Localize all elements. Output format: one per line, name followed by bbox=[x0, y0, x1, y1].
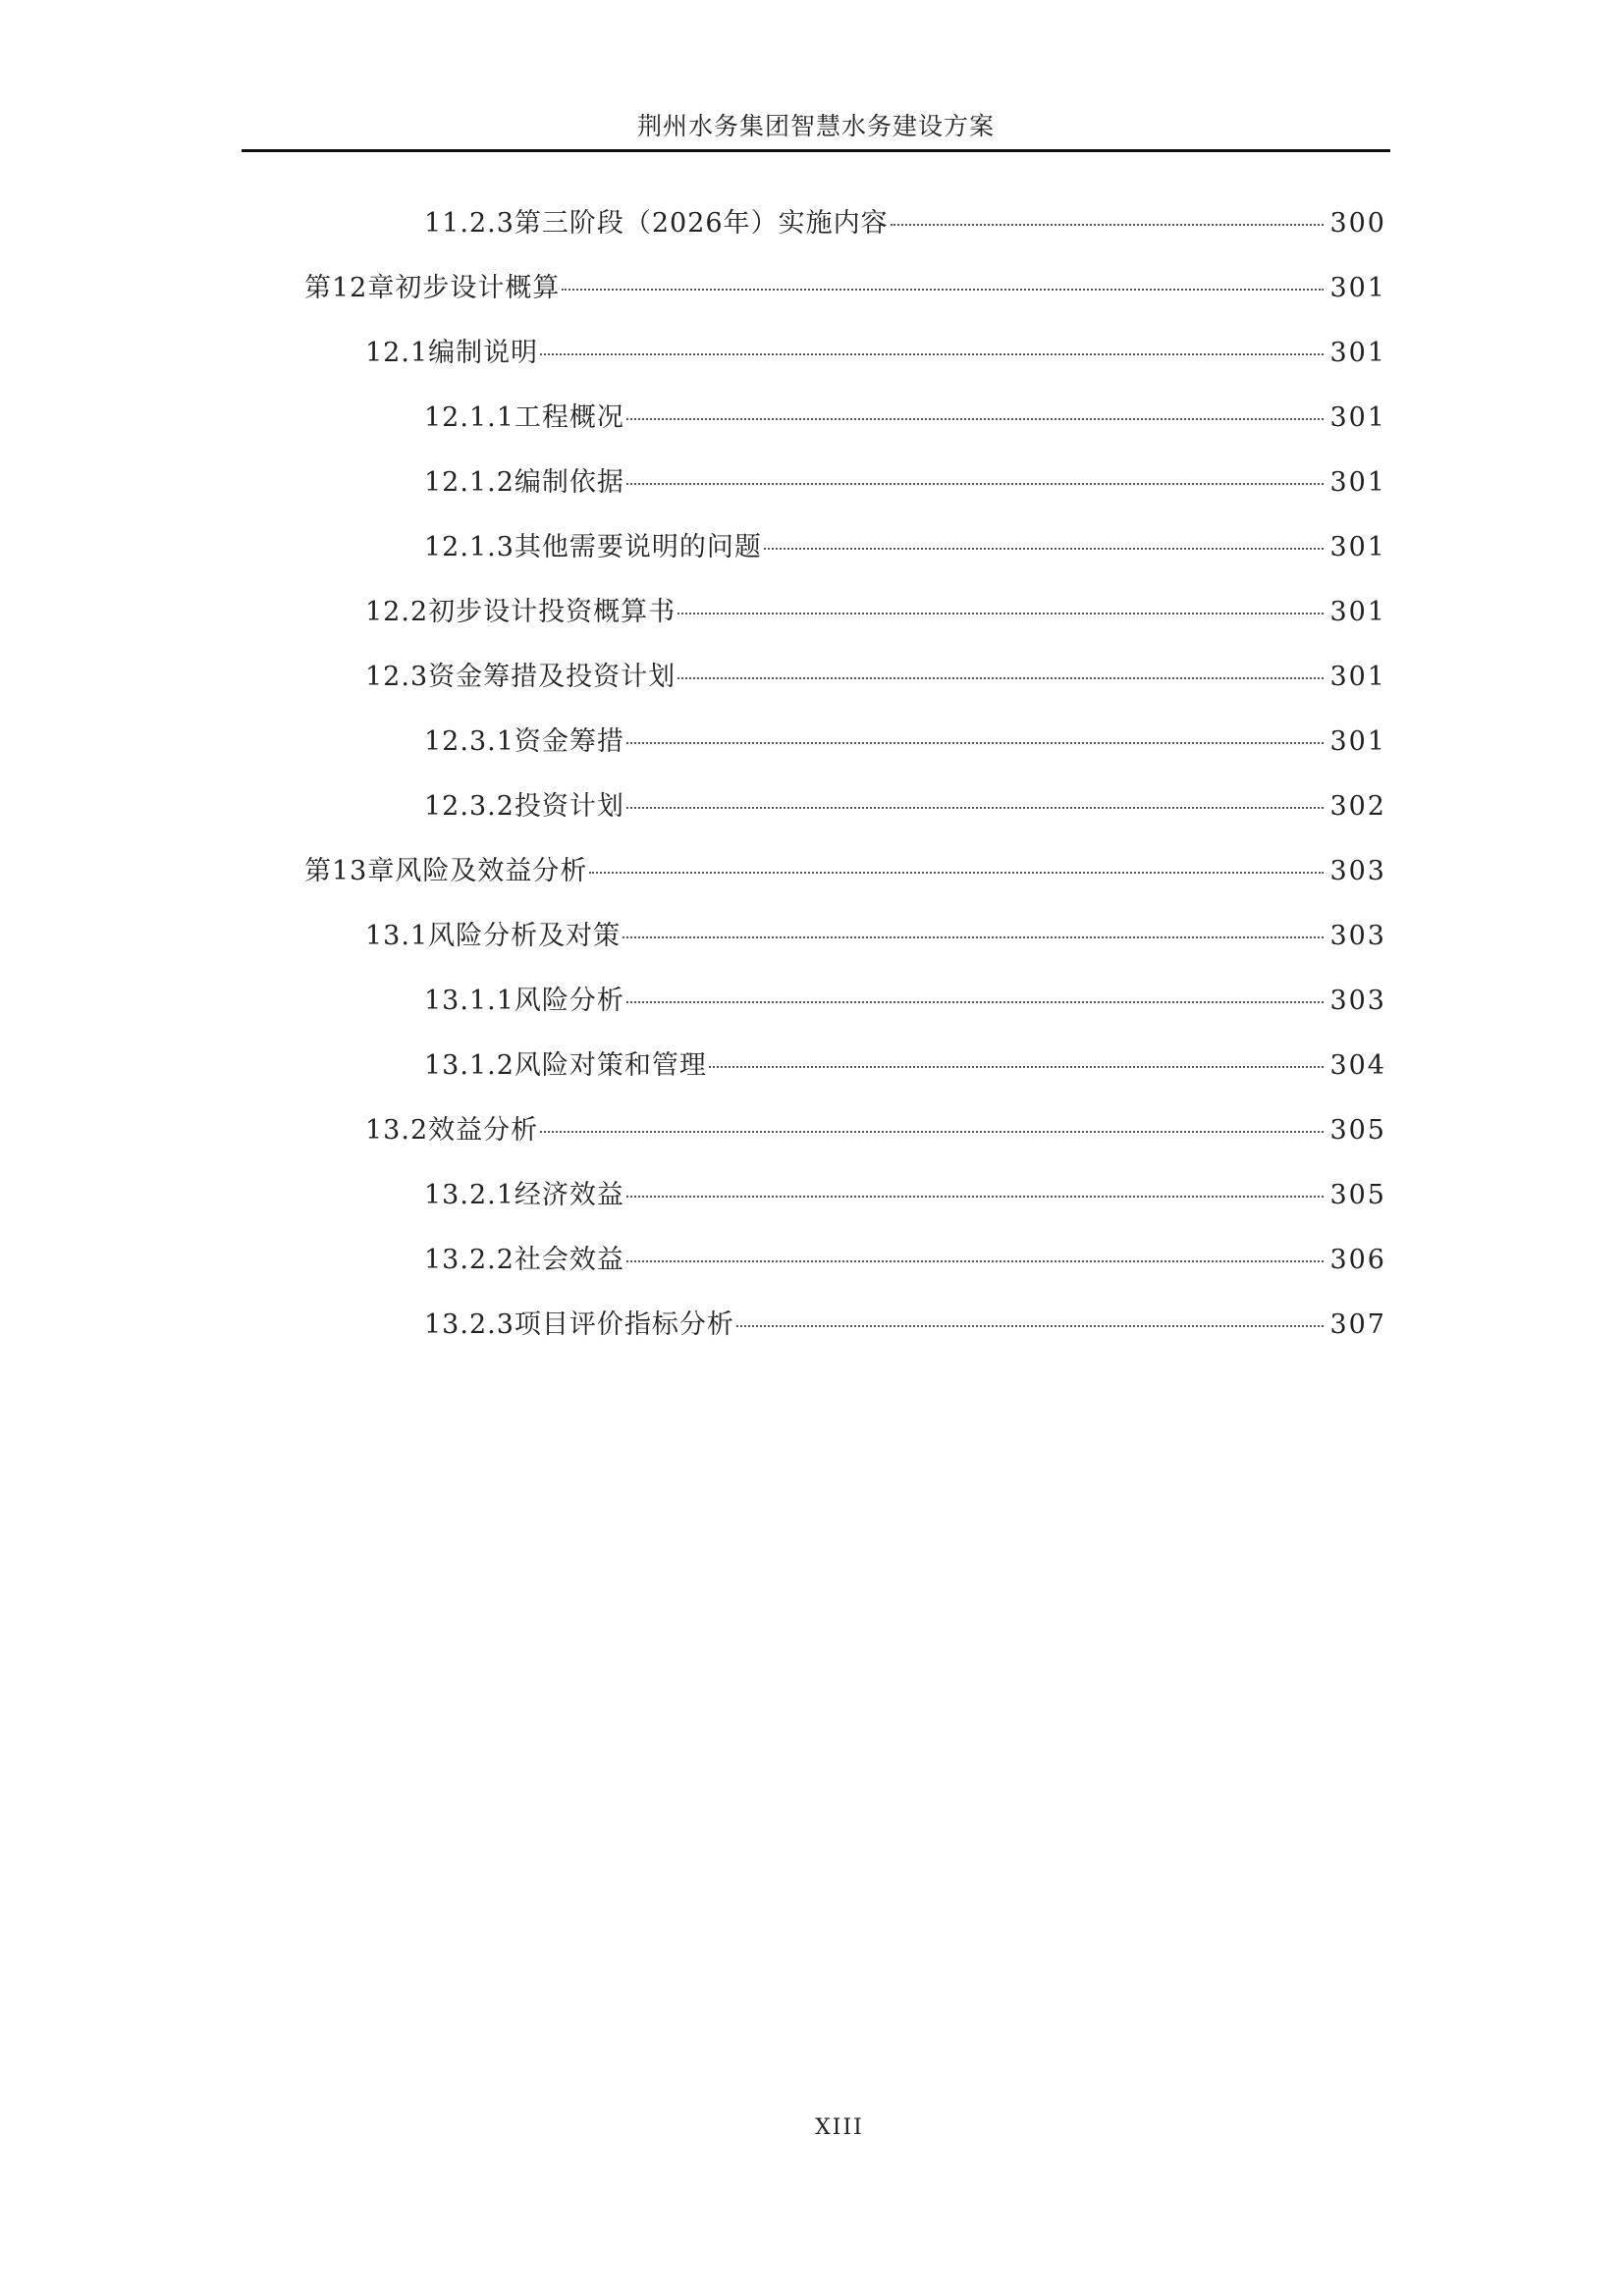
toc-entry-title: 13.1.2风险对策和管理 bbox=[424, 1050, 707, 1081]
toc-entry[interactable] bbox=[365, 1113, 1386, 1148]
page-number: XIII bbox=[815, 2115, 864, 2140]
toc-leader-dots bbox=[891, 224, 1325, 226]
toc-entry[interactable] bbox=[365, 595, 1386, 630]
toc-entry-page: 301 bbox=[1329, 662, 1386, 692]
toc-entry-page: 305 bbox=[1329, 1115, 1386, 1146]
toc-entry-page: 301 bbox=[1329, 467, 1386, 498]
toc-leader-dots bbox=[540, 1131, 1324, 1133]
toc-entry[interactable] bbox=[424, 984, 1386, 1019]
toc-entry-page: 307 bbox=[1329, 1309, 1386, 1340]
toc-entry[interactable] bbox=[424, 400, 1386, 436]
toc-entry-title: 13.2.1经济效益 bbox=[424, 1180, 624, 1210]
toc-leader-dots bbox=[540, 353, 1324, 355]
toc-entry-page: 306 bbox=[1329, 1245, 1386, 1275]
toc-entry[interactable] bbox=[424, 724, 1386, 760]
header-rule bbox=[242, 149, 1390, 152]
toc-leader-dots bbox=[764, 548, 1325, 550]
toc-entry[interactable] bbox=[424, 1308, 1386, 1343]
toc-entry-title: 11.2.3第三阶段（2026年）实施内容 bbox=[424, 208, 889, 239]
toc-entry-title: 12.3.2投资计划 bbox=[424, 791, 624, 822]
toc-leader-dots bbox=[626, 742, 1325, 744]
toc-leader-dots bbox=[626, 1001, 1325, 1003]
toc-entry[interactable] bbox=[304, 854, 1386, 889]
toc-entry[interactable] bbox=[304, 271, 1386, 306]
toc-entry[interactable] bbox=[424, 789, 1386, 825]
toc-entry-page: 304 bbox=[1329, 1050, 1386, 1081]
toc-entry-title: 13.1.1风险分析 bbox=[424, 986, 624, 1016]
toc-entry[interactable] bbox=[424, 530, 1386, 565]
toc-entry-title: 12.3.1资金筹措 bbox=[424, 726, 624, 757]
toc-leader-dots bbox=[709, 1066, 1325, 1068]
toc-entry-page: 305 bbox=[1329, 1180, 1386, 1210]
toc-entry-page: 303 bbox=[1329, 986, 1386, 1016]
toc-leader-dots bbox=[626, 807, 1325, 809]
toc-entry-title: 第12章初步设计概算 bbox=[304, 273, 561, 303]
toc-entry[interactable] bbox=[424, 1048, 1386, 1084]
toc-entry-page: 301 bbox=[1329, 402, 1386, 433]
toc-entry-page: 301 bbox=[1329, 273, 1386, 303]
toc-leader-dots bbox=[677, 613, 1324, 614]
toc-entry-title: 12.1.3其他需要说明的问题 bbox=[424, 532, 762, 562]
toc-leader-dots bbox=[562, 289, 1324, 291]
toc-entry[interactable] bbox=[365, 919, 1386, 954]
toc-leader-dots bbox=[626, 1196, 1325, 1198]
toc-entry-title: 12.2初步设计投资概算书 bbox=[365, 597, 677, 627]
toc-entry[interactable] bbox=[365, 660, 1386, 695]
toc-leader-dots bbox=[626, 483, 1325, 485]
toc-entry-title: 13.2效益分析 bbox=[365, 1115, 539, 1146]
toc-entry[interactable] bbox=[424, 465, 1386, 501]
toc-leader-dots bbox=[677, 677, 1324, 679]
toc-entry-title: 13.2.2社会效益 bbox=[424, 1245, 624, 1275]
toc-entry-title: 12.3资金筹措及投资计划 bbox=[365, 662, 677, 692]
toc-entry-page: 301 bbox=[1329, 726, 1386, 757]
toc-entry-title: 12.1.1工程概况 bbox=[424, 402, 624, 433]
toc-entry-title: 13.1风险分析及对策 bbox=[365, 921, 622, 951]
toc-leader-dots bbox=[589, 872, 1324, 874]
toc-entry-title: 12.1.2编制依据 bbox=[424, 467, 624, 498]
toc-entry[interactable] bbox=[365, 336, 1386, 371]
toc-leader-dots bbox=[736, 1325, 1325, 1327]
toc-entry-page: 303 bbox=[1329, 856, 1386, 886]
toc-entry-page: 302 bbox=[1329, 791, 1386, 822]
page-header: 荆州水务集团智慧水务建设方案 bbox=[636, 112, 995, 140]
toc-leader-dots bbox=[626, 418, 1325, 420]
toc-entry[interactable] bbox=[424, 1178, 1386, 1213]
toc-entry-title: 12.1编制说明 bbox=[365, 338, 539, 368]
toc-entry-page: 300 bbox=[1329, 208, 1386, 239]
toc-entry-page: 301 bbox=[1329, 338, 1386, 368]
toc-entry-page: 301 bbox=[1329, 532, 1386, 562]
toc-leader-dots bbox=[623, 936, 1324, 938]
toc-leader-dots bbox=[626, 1260, 1325, 1262]
toc-entry-page: 303 bbox=[1329, 921, 1386, 951]
toc-entry-title: 13.2.3项目评价指标分析 bbox=[424, 1309, 734, 1340]
toc-entry[interactable] bbox=[424, 206, 1386, 241]
toc-entry[interactable] bbox=[424, 1243, 1386, 1278]
toc-entry-page: 301 bbox=[1329, 597, 1386, 627]
toc-entry-title: 第13章风险及效益分析 bbox=[304, 856, 588, 886]
